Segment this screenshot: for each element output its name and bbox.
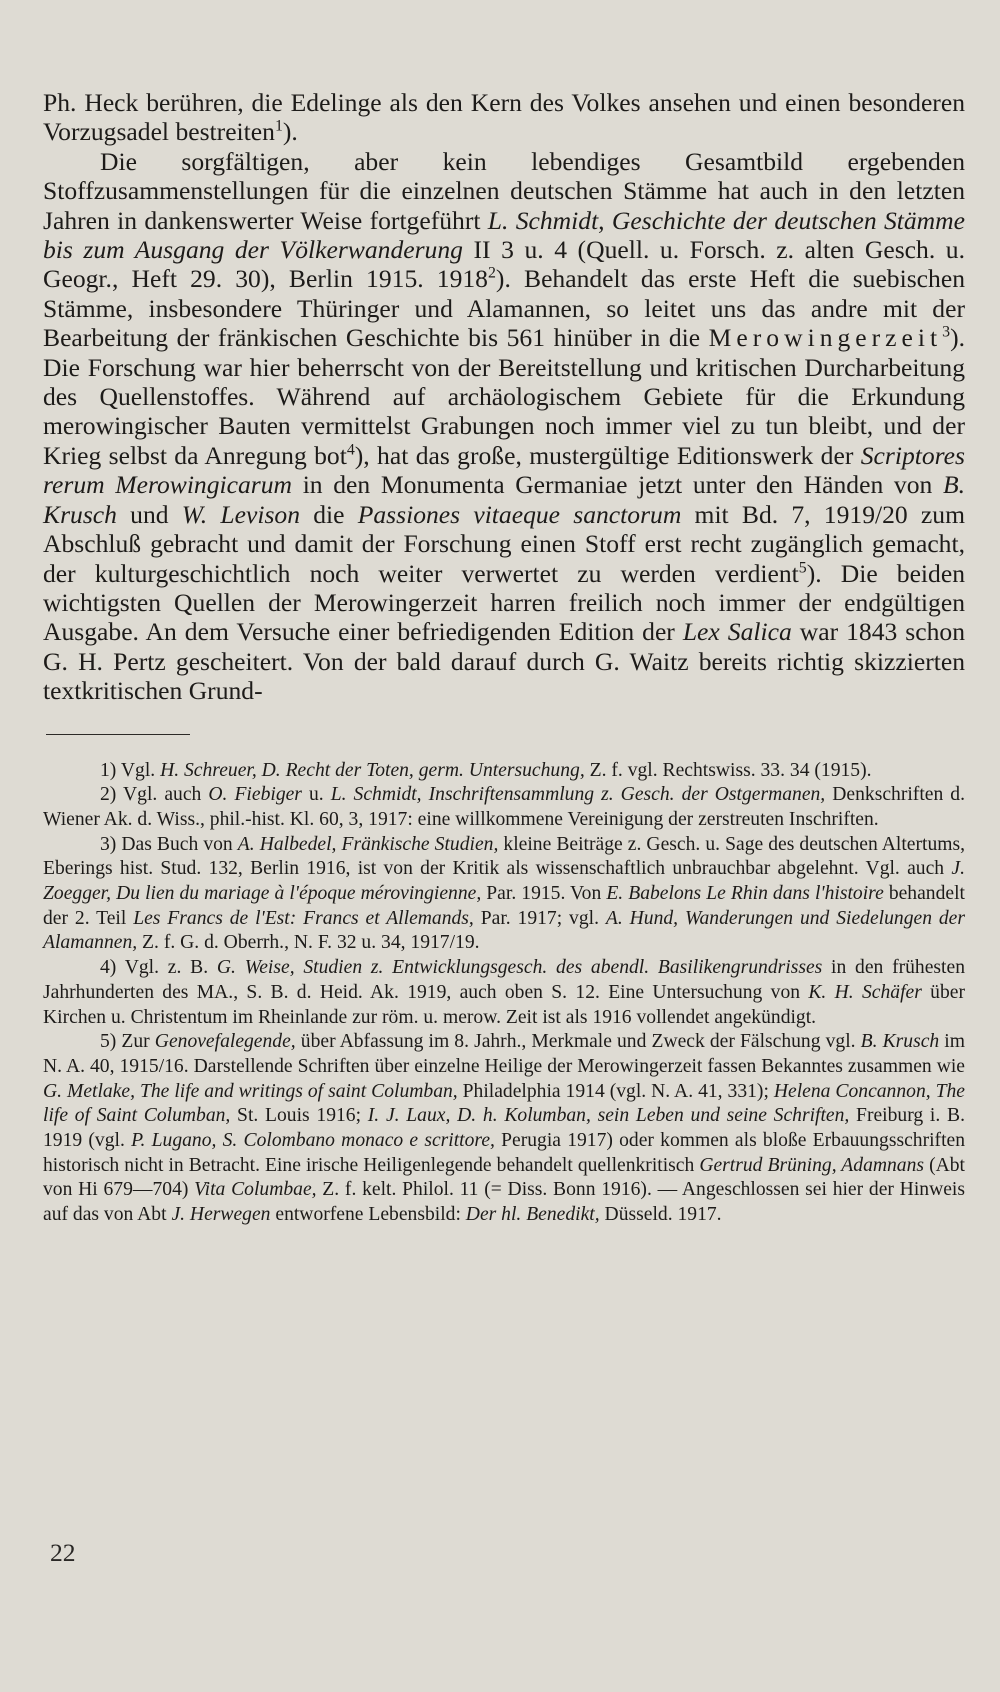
footnote-citation: O. Fiebiger (208, 784, 302, 806)
footnote-citation: J. Herwegen (171, 1204, 271, 1226)
citation-title: Lex Salica (682, 617, 792, 647)
citation-title: Passiones vitaeque sanctorum (357, 499, 682, 529)
footnote-text: im N. A. 40, 1915/16. Darstellende Schriften über einzelne Heilige der Merowingerzeit fassen Bekanntes zusammen wie (43, 1031, 965, 1077)
author-name: B. Krusch (43, 470, 966, 529)
footnote-citation: A. Halbedel, Fränkische Studien, (237, 833, 499, 855)
paragraph-text: . Die beiden wichtigsten Quellen der Merowingerzeit harren freilich noch immer der endgültigen Ausgabe. An dem Versuche einer befriedigenden Edition der (43, 558, 965, 647)
footnote-text: über Kirchen u. Christentum im Rheinlande zur röm. u. merow. Zeit ist als 1916 vollendet angekündigt. (43, 981, 965, 1028)
footnote-ref: 2 (487, 264, 496, 282)
footnote-text: 5) Zur (100, 1031, 155, 1053)
citation-title: Scriptores rerum Merowingicarum (43, 440, 965, 500)
paragraph: Die sorgfältigen, aber kein lebendiges Gesamtbild ergebenden Stoffzusammenstellungen für die einzelnen deutschen Stämme hat auch in den letzten Jahren in dankenswerter Weise fortgeführt L. Schmidt, Geschichte der deutschen Stämme bis zum Ausgang der Völkerwanderung II 3 u. 4 (Quell. u. Forsch. z. alten Gesch. u. Geogr., Heft 29. 30), Berlin 1915. 1918$^2$). Behandelt das erste Heft die suebischen Stämme, insbesondere Thüringer und Alamannen, so leitet uns das andre mit der Bearbeitung der fränkischen Geschichte bis 561 hinüber in die Merowingerzeit$^3$). Die Forschung war hier beherrscht von der Bereitstellung und kritischen Durcharbeitung des Quellenstoffes. Während auf archäologischem Gebiete für die Erkundung merowingischer Bauten vermittelst Grabungen noch immer viel zu tun bleibt, und der Krieg selbst da Anregung bot$^4$), hat das große, mustergültige Editionswerk der Scriptores rerum Merowingicarum in den Monumenta Germaniae jetzt unter den Händen von B. Krusch und W. Levison die Passiones vitaeque sanctorum mit Bd. 7, 1919/20 zum Abschluß gebracht und damit der Forschung einen Stoff erst recht zugänglich gemacht, der kulturgeschichtlich noch weiter verwertet zu werden verdient$^5$). Die beiden wichtigsten Quellen der Merowingerzeit harren freilich noch immer der endgültigen Ausgabe. An dem Versuche einer befriedigenden Edition der Lex Salica war 1843 schon G. H. Pertz gescheitert. Von der bald darauf durch G. Waitz bereits richtig skizzierten textkritischen Grund- (43, 146, 966, 706)
footnote-text: entworfene Lebensbild: (270, 1204, 466, 1226)
footnote-4 (43, 956, 965, 1030)
footnote-citation: E. Babelons Le Rhin dans l'histoire (606, 883, 884, 905)
footnote-3 (43, 833, 965, 957)
footnote-citation: Gertrud Brüning, Adamnans (699, 1154, 925, 1176)
paragraph-text: . Die Forschung war hier beherrscht von der Bereitstellung und kritischen Durcharbeitung des Quellenstoffes. Während auf archäologischem Gebiete für die Erkundung merowingischer Bauten vermittelst Grabungen noch immer viel zu tun bleibt, und der Krieg selbst da Anregung bot (43, 323, 965, 470)
emphasized-term: Merowingerzeit (708, 323, 943, 353)
footnote-text: Freiburg i. B. 1919 (vgl. (43, 1105, 965, 1152)
footnote-citation: P. Lugano, S. Colombano monaco e scrittore, (131, 1130, 495, 1152)
footnote-text: Par. 1915. Von (481, 883, 607, 905)
footnote-text: Philadelphia 1914 (vgl. N. A. 41, 331); (457, 1080, 774, 1102)
footnote-text: 1) Vgl. (100, 759, 161, 781)
footnote-citation: Les Francs de l'Est: Francs et Allemands, (133, 907, 474, 929)
footnote-text: über Abfassung im 8. Jahrh., Merkmale und Zweck der Fälschung vgl. (295, 1031, 861, 1053)
citation-title: L. Schmidt, Geschichte der deutschen Stämme bis zum Ausgang der Völkerwanderung (43, 205, 965, 265)
paragraph-text: mit Bd. 7, 1919/20 zum Abschluß gebracht und damit der Forschung einen Stoff erst recht zugänglich gemacht, der kulturgeschichtlich noch weiter verwertet zu werden verdient (43, 499, 965, 588)
footnote-text: behandelt der 2. Teil (43, 883, 965, 929)
footnote-citation: H. Schreuer, D. Recht der Toten, germ. Untersuchung, (160, 759, 585, 781)
footnote-text: kleine Beiträge z. Gesch. u. Sage des deutschen Altertums, Eberings hist. Stud. 132, Berlin 1916, ist von der Kritik als wissenschaftlich unbrauchbar abgelehnt. Vgl. auch (43, 833, 966, 880)
footnote-text: 4) Vgl. z. B. (100, 957, 217, 979)
paragraph-text: Ph. Heck berühren, die Edelinge als den Kern des Volkes ansehen und einen besonderen Vorzugsadel bestreiten (43, 88, 965, 147)
paragraph-text: Die sorgfältigen, aber kein lebendiges Gesamtbild ergebenden Stoffzusammenstellungen für die einzelnen deutschen Stämme hat auch in den letzten Jahren in dankenswerter Weise fortgeführt (43, 146, 965, 235)
author-name: W. Levison (181, 499, 301, 529)
paragraph-text: und (116, 499, 182, 529)
footnote-text: 3) Das Buch von (100, 833, 238, 855)
main-text (43, 88, 965, 706)
paragraph-continued: Ph. Heck berühren, die Edelinge als den Kern des Volkes ansehen und einen besonderen Vorzugsadel bestreiten$^1$). (43, 88, 965, 147)
footnote-divider (46, 734, 190, 735)
footnote-text: Düsseld. 1917. (599, 1204, 722, 1226)
footnote-1 (43, 759, 965, 784)
footnote-ref: 3 (942, 323, 951, 341)
footnote-citation: A. Hund, Wanderungen und Siedelungen der Alamannen, (43, 907, 965, 954)
paragraph-text: in den Monumenta Germaniae jetzt unter den Händen von (292, 470, 943, 500)
footnote-ref: 4 (346, 441, 355, 459)
footnote-citation: Helena Concannon, The life of Saint Columban, (43, 1080, 965, 1127)
footnote-citation: G. Weise, Studien z. Entwicklungsgesch. des abendl. Basilikengrundrisses (216, 957, 823, 979)
footnote-text: in den frühesten Jahrhunderten des MA., S. B. d. Heid. Ak. 1919, auch oben S. 12. Eine Untersuchung von (43, 957, 965, 1003)
footnote-text: Par. 1917; vgl. (473, 907, 606, 929)
footnote-ref: 5 (798, 558, 807, 576)
footnote-citation: J. Zoegger, Du lien du mariage à l'époque mérovingienne, (43, 858, 965, 905)
footnote-citation: Der hl. Benedikt, (465, 1204, 600, 1226)
footnote-citation: Genovefalegende, (154, 1031, 296, 1053)
footnote-citation: G. Metlake, The life and writings of saint Columban, (43, 1080, 458, 1102)
footnote-citation: K. H. Schäfer (808, 981, 922, 1003)
footnote-text: Z. f. G. d. Oberrh., N. F. 32 u. 34, 1917/19. (137, 932, 480, 954)
page-number: 22 (50, 1538, 76, 1567)
footnote-2 (43, 783, 965, 832)
footnotes (43, 759, 965, 1228)
paragraph-text: war 1843 schon G. H. Pertz gescheitert. Von der bald darauf durch G. Waitz bereits richtig skizzierten textkritischen Grund- (43, 617, 965, 706)
footnote-5 (43, 1030, 965, 1228)
footnote-text: (Abt von Hi 679—704) (43, 1154, 965, 1201)
footnote-text: Perugia 1917) oder kommen als bloße Erbauungsschriften historisch nicht in Betracht. Eine irische Heiligenlegende behandelt quellenkritisch (43, 1130, 966, 1176)
footnote-text: Z. f. kelt. Philol. 11 (= Diss. Bonn 1916). — Angeschlossen sei hier der Hinweis auf das von Abt (43, 1179, 965, 1226)
paragraph-text: die (300, 499, 358, 529)
footnote-text: Z. f. vgl. Rechtswiss. 33. 34 (1915). (584, 759, 872, 781)
footnote-citation: I. J. Laux, D. h. Kolumban, sein Leben und seine Schriften, (367, 1105, 850, 1127)
paragraph-text: . Behandelt das erste Heft die suebischen Stämme, insbesondere Thüringer und Alamannen, so leitet uns das andre mit der Bearbeitung der fränkischen Geschichte bis 561 hinüber in die (43, 264, 965, 353)
paragraph-text: , hat das große, mustergültige Editionswerk der (363, 440, 861, 470)
footnote-citation: Vita Columbae, (194, 1179, 317, 1201)
footnote-citation: L. Schmidt, Inschriftensammlung z. Gesch. der Ostgermanen, (330, 784, 826, 806)
footnote-text: Denkschriften d. Wiener Ak. d. Wiss., phil.-hist. Kl. 60, 3, 1917: eine willkommene Vereinigung der zerstreuten Inschriften. (43, 784, 965, 830)
footnote-text: u. (301, 784, 331, 806)
footnote-text: St. Louis 1916; (230, 1105, 368, 1127)
footnote-text: 2) Vgl. auch (100, 784, 209, 806)
paragraph-text: II 3 u. 4 (Quell. u. Forsch. z. alten Gesch. u. Geogr., Heft 29. 30), Berlin 1915. 1918 (43, 235, 965, 294)
footnote-citation: B. Krusch (860, 1031, 940, 1053)
footnote-ref: 1 (274, 117, 283, 135)
